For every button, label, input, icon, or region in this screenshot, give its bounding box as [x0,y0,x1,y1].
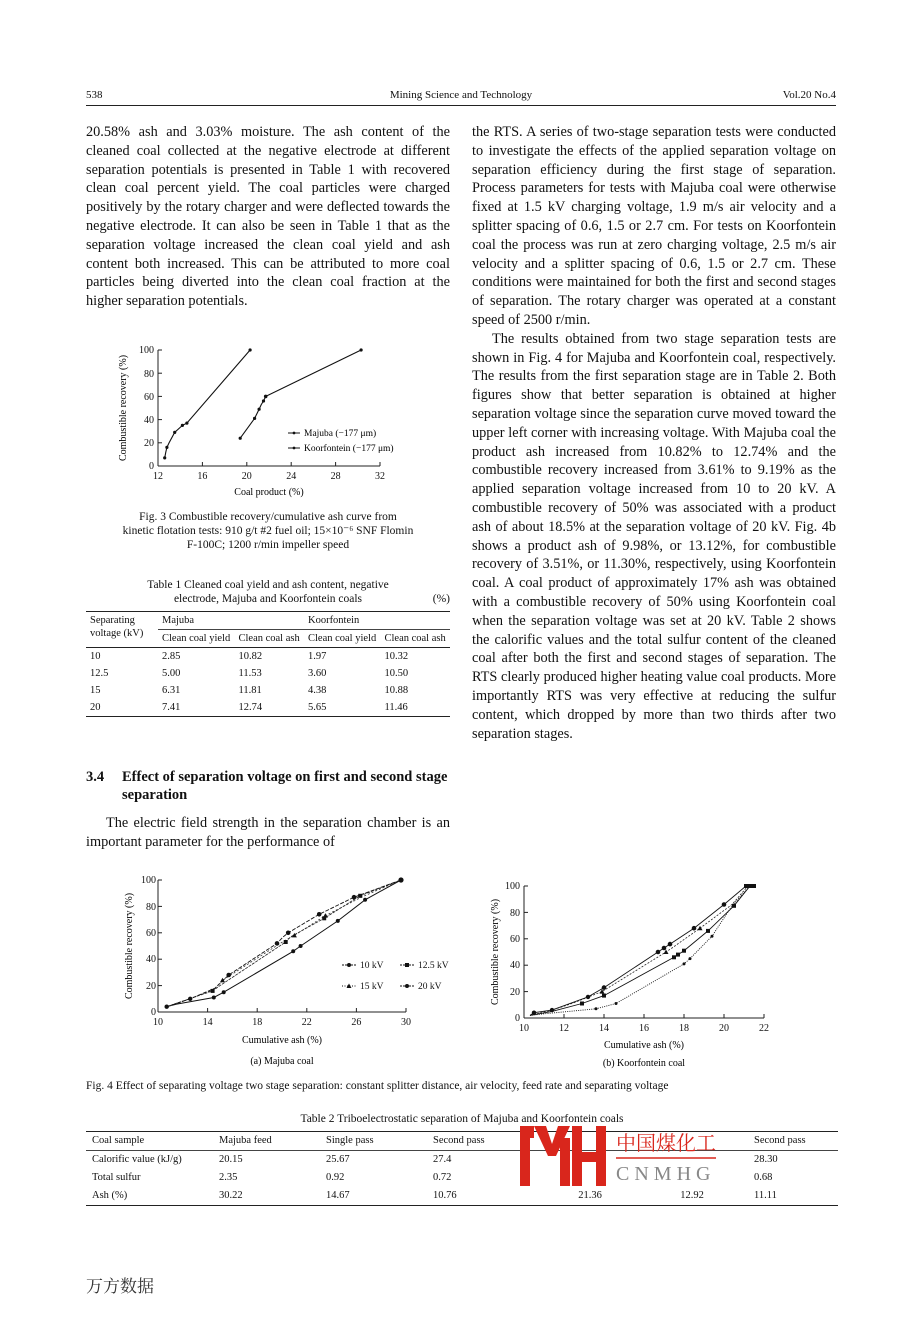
svg-text:14: 14 [599,1023,609,1034]
figure-4b-chart [486,870,786,1070]
mh-logo-icon [520,1126,720,1186]
svg-text:18: 18 [252,1017,263,1028]
svg-text:80: 80 [146,902,156,913]
svg-text:24: 24 [286,471,297,482]
table-row: 20 7.41 12.74 5.65 11.46 [86,699,450,717]
fig4b-xlabel: Cumulative ash (%) [604,1040,684,1051]
svg-text:16: 16 [639,1023,649,1034]
figure-3-chart [112,338,432,498]
svg-text:100: 100 [141,875,156,886]
fig4a-xlabel: Cumulative ash (%) [242,1035,322,1046]
svg-text:16: 16 [197,471,208,482]
svg-text:20: 20 [241,471,252,482]
fig4a-legend-10kv: 10 kV [360,961,384,971]
fig3-plot [112,338,432,498]
journal-title: Mining Science and Technology [389,89,533,101]
volume-issue: Vol.20 No.4 [782,89,836,101]
figure-4a-chart [120,870,480,1070]
table-row: 12.5 5.00 11.53 3.60 10.50 [90,668,409,679]
svg-text:20: 20 [510,987,520,998]
fig4a-ylabel: Combustible recovery (%) [124,892,135,1000]
svg-text:32: 32 [375,471,385,482]
watermark-logo [520,1126,720,1186]
table-1-unit: (%) [432,593,450,605]
svg-text:中国煤化工: 中国煤化工 [616,1133,716,1155]
table-1: Separating voltage (kV) Majuba Koorfontein Clean coal yield Clean coal ash Clean coal yield Clean coal ash 10 2.85 10.82 1.97 10.32 12.5 5.00 11.53 3.60 10.50 15 6.31 11.81 4.38 10.88 20 7.41 12.74 5.65 11.46 [86,611,450,717]
fig4a-legend-20kv: 20 kV [418,982,442,992]
section-title: Effect of separation voltage on first and second stage separation [122,769,448,803]
t1-group-majuba: Majuba [158,612,304,630]
fig4a-subcaption: (a) Majuba coal [250,1056,314,1067]
left-column-bottom [86,814,450,852]
figure-4-caption: Fig. 4 Effect of separating voltage two stage separation: constant splitter distance, air velocity, feed rate and separating voltage [86,1080,669,1092]
table-row: Total sulfur 2.35 0.92 0.72 0.68 [92,1172,773,1183]
svg-text:100: 100 [505,881,520,892]
svg-text:80: 80 [510,908,520,919]
running-head [86,87,836,106]
table-row: 10 2.85 10.82 1.97 10.32 [90,651,409,662]
svg-text:20: 20 [144,438,154,449]
svg-text:0: 0 [151,1007,156,1018]
fig3-legend-koorfontein: Koorfontein (−177 μm) [304,444,394,454]
svg-text:80: 80 [144,369,154,380]
svg-text:100: 100 [139,345,154,356]
svg-text:18: 18 [679,1023,689,1034]
section-number: 3.4 [86,769,105,785]
fig4a-legend-15kv: 15 kV [360,982,384,992]
svg-text:28: 28 [330,471,341,482]
svg-text:12: 12 [559,1023,569,1034]
svg-text:CNMHG: CNMHG [616,1163,716,1185]
svg-text:10: 10 [153,1017,163,1028]
table-2: Coal sample Majuba feed Single pass Second pass Second pass Calorific value (kJ/g) 20.15 25.67 27.4 28.30 Total sulfur 2.35 0.92 0.72 0.68 Ash (%) 30.22 14.67 10.76 21.36 12.92 11.11 [86,1131,838,1206]
svg-text:20: 20 [146,981,156,992]
svg-text:20: 20 [719,1023,729,1034]
svg-text:0: 0 [149,461,154,472]
svg-text:12: 12 [153,471,163,482]
svg-text:40: 40 [146,954,156,965]
page-number: 538 [86,89,103,101]
fig4b-subcaption: (b) Koorfontein coal [602,1058,686,1069]
fig3-legend-majuba: Majuba (−177 μm) [304,429,377,439]
svg-text:14: 14 [202,1017,213,1028]
svg-text:60: 60 [510,934,520,945]
svg-text:0: 0 [515,1013,520,1024]
svg-text:40: 40 [144,415,154,426]
fig3-xlabel: Coal product (%) [234,487,304,498]
table-2-caption: Table 2 Triboelectrostatic separation of Majuba and Koorfontein coals [300,1113,624,1125]
svg-text:40: 40 [510,960,520,971]
svg-text:26: 26 [351,1017,362,1028]
fig4b-ylabel: Combustible recovery (%) [490,898,501,1006]
fig3-ylabel: Combustible recovery (%) [118,354,129,462]
svg-text:60: 60 [146,928,156,939]
left-column-top [86,123,450,311]
paragraph: the RTS. A series of two-stage separation tests were conducted to investigate the effects of the applied separation voltage on separation efficiency during the first stage of separation. Process parameters for tests with Majuba coal were otherwise fixed at 1.5 kV charging voltage, 1.9 m/s air velocity and a splitter spacing of 0.6, 1.5 or 2.7 cm. For tests on Koorfontein coal the process was run at zero charging voltage, 2.5 m/s air velocity and a splitter spacing of 0.6, 1.5 or 2.7 cm. These conditions were maintained for both the first and second stages of separation. The rotary charger was operated at a constant speed of 2500 r/min. [472,124,836,328]
svg-text:60: 60 [144,392,154,403]
figure-3-caption: Fig. 3 Combustible recovery/cumulative ash curve from kinetic flotation tests: 910 g/t #2 fuel oil; 15×10⁻⁶ SNF Flomin F-100C; 1200 r/min impeller speed [122,511,414,551]
right-column [472,123,836,743]
t1-group-koorfontein: Koorfontein [304,612,450,630]
svg-text:30: 30 [401,1017,411,1028]
paragraph: 20.58% ash and 3.03% moisture. The ash content of the cleaned coal collected at the negative electrode at different separation potentials is presented in Table 1 with recovered clean coal percent yield. The coal particles were charged positively by the rotary charger and were deflected towards the negative electrode. It can also be seen in Table 1 that as the separation voltage increased the clean coal yield and ash content both increased. This can be attributed to more coal particles being diverted into the clean coal fraction at the higher separation potentials. [86,124,450,310]
svg-text:10: 10 [519,1023,529,1034]
table-row: Ash (%) 30.22 14.67 10.76 21.36 12.92 11.11 [86,1187,838,1206]
table-row: Calorific value (kJ/g) 20.15 25.67 27.4 28.30 [92,1154,778,1165]
svg-text:22: 22 [759,1023,769,1034]
paragraph: The electric field strength in the separation chamber is an important parameter for the performance of [86,815,450,850]
table-1-caption: Table 1 Cleaned coal yield and ash content, negative electrode, Majuba and Koorfontein coals (%) [147,579,450,605]
footer-mark: 万方数据 [86,1277,154,1297]
svg-text:22: 22 [301,1017,312,1028]
fig4a-legend-12-5kv: 12.5 kV [418,961,449,971]
t1-header-voltage: Separating voltage (kV) [86,612,158,648]
paragraph: The results obtained from two stage separation tests are shown in Fig. 4 for Majuba and Koorfontein coal, respectively. The results from the first separation stage are in Table 2. Both figures show that better separation is obtained at higher separation voltage since the separation curve moved toward the upper left corner with increasing voltage. With Majuba coal the product ash increased from 10.82% to 12.74% and the combustible recovery increased from 3.61% to 9.19% as the applied separation voltage increased from 10 to 20 kV. A combustible recovery of 50% was associated with a product ash of about 18.5% at the separation voltage of 20 kV. Fig. 4b shows a product ash of 9.98%, or 13.12%, for combustible recovery of 3.51%, or 11.30%, respectively, using Koorfontein coal. A coal product of approximately 17% ash was obtained with a combustible recovery of 50% using Koorfontein coal when the separation voltage was set at 20 kV. Table 2 shows the calorific values and the total sulfur content of the cleaned coal after both the first and second stages of separation. The RTS clearly produced higher heating value coal products. More importantly RTS was very effective at reducing the sulfur content, which dropped by more than two thirds after two separation stages. [472,330,836,742]
table-row: 15 6.31 11.81 4.38 10.88 [90,685,409,696]
section-heading [86,768,450,804]
